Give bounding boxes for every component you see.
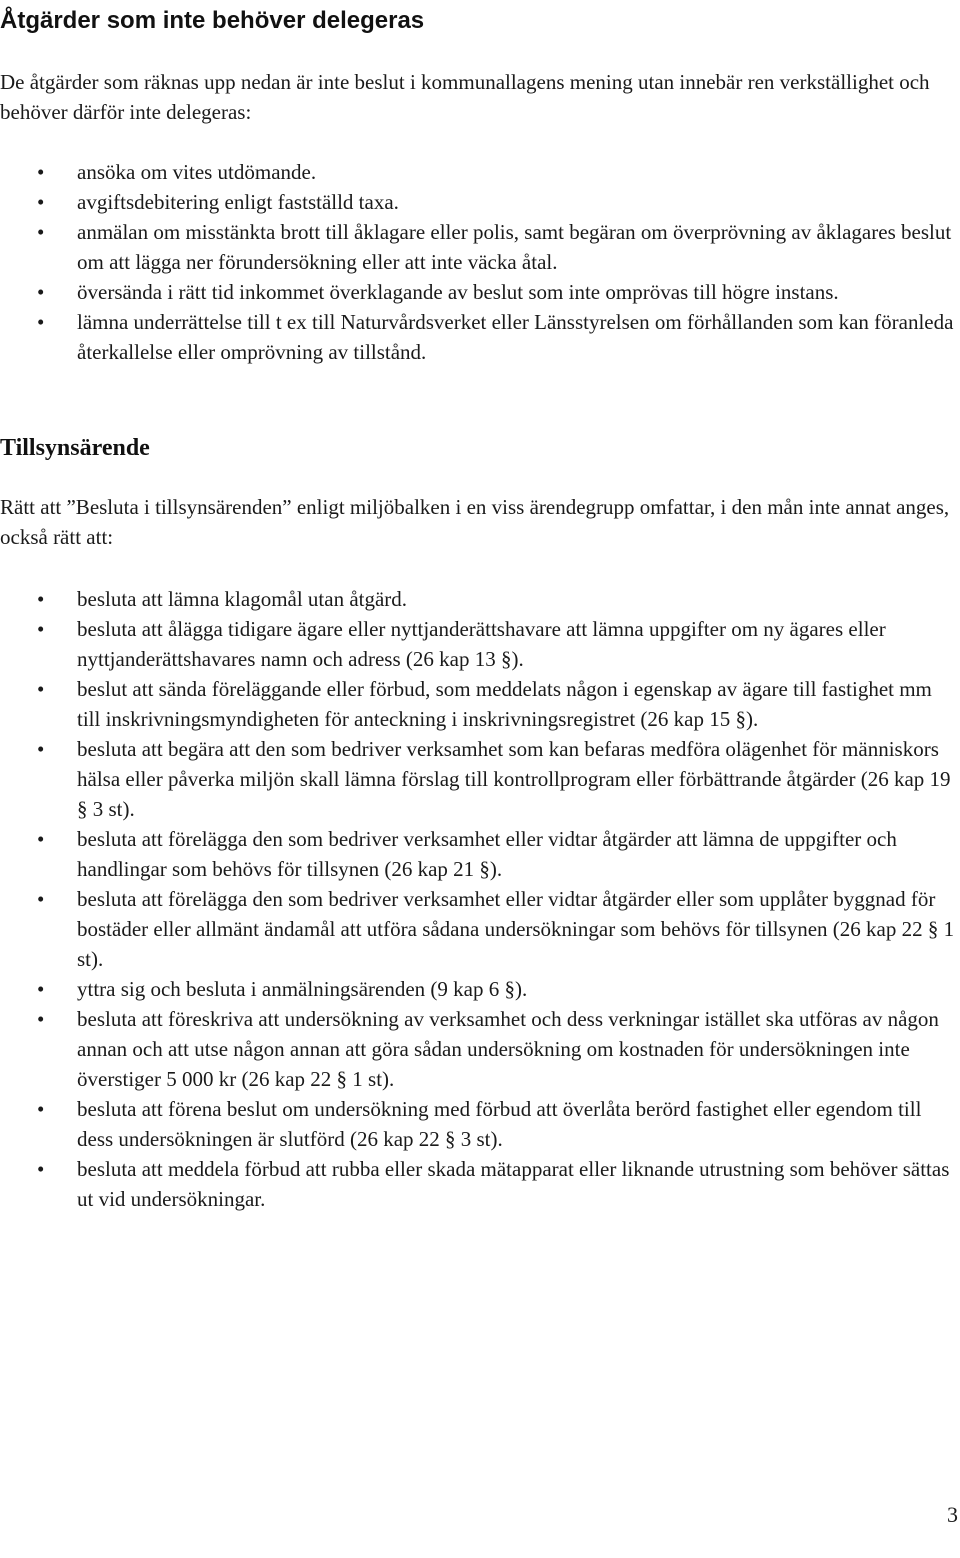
list-item-text: besluta att ålägga tidigare ägare eller nyttjanderättshavare att lämna uppgifter om ny ägares eller nyttjanderättshavares namn och adress (26 kap 13 §). bbox=[77, 617, 886, 671]
bullet-list-supervision bbox=[0, 584, 958, 1214]
list-item bbox=[0, 307, 958, 367]
bullet-icon: • bbox=[37, 160, 45, 184]
page-number: 3 bbox=[947, 1502, 958, 1527]
list-item-text: avgiftsdebitering enligt fastställd taxa. bbox=[77, 190, 399, 214]
bullet-icon: • bbox=[37, 977, 45, 1001]
list-item-text: besluta att begära att den som bedriver verksamhet som kan befaras medföra olägenhet för människors hälsa eller påverka miljön skall lämna förslag till kontrollprogram eller förbättrande åtgärder (26 kap 19 § 3 st). bbox=[77, 737, 951, 821]
section-intro-delegation: De åtgärder som räknas upp nedan är inte beslut i kommunallagens mening utan innebär ren verkställighet och behöver därför inte delegeras: bbox=[0, 70, 930, 124]
list-item bbox=[0, 157, 958, 187]
bullet-icon: • bbox=[37, 1157, 45, 1181]
bullet-icon: • bbox=[37, 190, 45, 214]
list-item-text: besluta att meddela förbud att rubba eller skada mätapparat eller liknande utrustning som behöver sättas ut vid undersökningar. bbox=[77, 1157, 950, 1211]
list-item-text: besluta att förelägga den som bedriver verksamhet eller vidtar åtgärder eller som upplåter byggnad för bostäder eller allmänt ändamål att utföra sådana undersökningar som behövs för tillsynen (26 kap 22 § 1 st). bbox=[77, 887, 955, 971]
list-item-text: besluta att lämna klagomål utan åtgärd. bbox=[77, 587, 408, 611]
bullet-icon: • bbox=[37, 310, 45, 334]
list-item bbox=[0, 217, 958, 277]
bullet-icon: • bbox=[37, 587, 45, 611]
list-item bbox=[0, 884, 958, 974]
list-item-text: lämna underrättelse till t ex till Naturvårdsverket eller Länsstyrelsen om förhållanden som kan föranleda återkallelse eller omprövning av tillstånd. bbox=[77, 310, 954, 364]
list-item bbox=[0, 1094, 958, 1154]
section-intro-supervision: Rätt att ”Besluta i tillsynsärenden” enligt miljöbalken i en viss ärendegrupp omfattar, i den mån inte annat anges, också rätt att: bbox=[0, 495, 950, 549]
section-title-delegation: Åtgärder som inte behöver delegeras bbox=[0, 7, 425, 34]
list-item bbox=[0, 824, 958, 884]
bullet-icon: • bbox=[37, 280, 45, 304]
bullet-icon: • bbox=[37, 887, 45, 911]
list-item bbox=[0, 277, 958, 307]
list-item bbox=[0, 974, 958, 1004]
list-item-text: beslut att sända föreläggande eller förbud, som meddelats någon i egenskap av ägare till fastighet mm till inskrivningsmyndigheten för anteckning i inskrivningsregistret (26 kap 15 §). bbox=[77, 677, 932, 731]
list-item bbox=[0, 674, 958, 734]
list-item-text: översända i rätt tid inkommet överklagande av beslut som inte omprövas till högre instans. bbox=[77, 280, 839, 304]
bullet-icon: • bbox=[37, 1097, 45, 1121]
list-item bbox=[0, 1154, 958, 1214]
section-title-supervision: Tillsynsärende bbox=[0, 435, 150, 461]
bullet-icon: • bbox=[37, 677, 45, 701]
bullet-icon: • bbox=[37, 220, 45, 244]
bullet-icon: • bbox=[37, 1007, 45, 1031]
list-item-text: ansöka om vites utdömande. bbox=[77, 160, 317, 184]
bullet-icon: • bbox=[37, 617, 45, 641]
bullet-icon: • bbox=[37, 737, 45, 761]
list-item bbox=[0, 187, 958, 217]
list-item-text: besluta att föreskriva att undersökning av verksamhet och dess verkningar istället ska utföras av någon annan och att utse någon annan att göra sådan undersökning om kostnaden för undersökningen inte överstiger 5 000 kr (26 kap 22 § 1 st). bbox=[77, 1007, 939, 1091]
bullet-icon: • bbox=[37, 827, 45, 851]
list-item bbox=[0, 584, 958, 614]
list-item-text: besluta att förelägga den som bedriver verksamhet eller vidtar åtgärder att lämna de uppgifter och handlingar som behövs för tillsynen (26 kap 21 §). bbox=[77, 827, 897, 881]
bullet-list-delegation bbox=[0, 157, 958, 367]
list-item bbox=[0, 734, 958, 824]
list-item bbox=[0, 614, 958, 674]
list-item-text: anmälan om misstänkta brott till åklagare eller polis, samt begäran om överprövning av åklagares beslut om att lägga ner förundersökning eller att inte väcka åtal. bbox=[77, 220, 952, 274]
list-item-text: besluta att förena beslut om undersökning med förbud att överlåta berörd fastighet eller egendom till dess undersökningen är slutförd (26 kap 22 § 3 st). bbox=[77, 1097, 922, 1151]
list-item bbox=[0, 1004, 958, 1094]
list-item-text: yttra sig och besluta i anmälningsärenden (9 kap 6 §). bbox=[77, 977, 528, 1001]
